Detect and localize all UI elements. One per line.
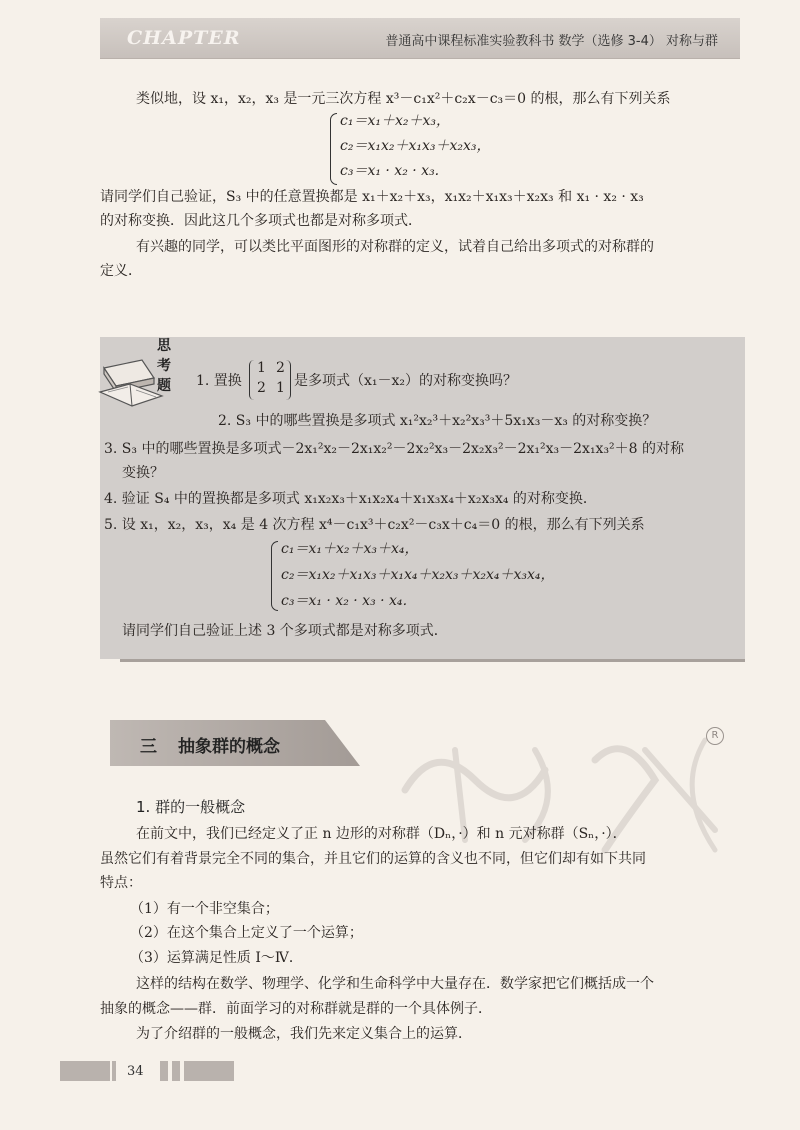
exercise-badge (148, 336, 180, 396)
equation-brace (330, 113, 337, 185)
list-item: （3）运算满足性质 Ⅰ～Ⅳ． (130, 950, 303, 966)
paragraph-line: 请同学们自己验证，S₃ 中的任意置换都是 x₁＋x₂＋x₃，x₁x₂＋x₁x₃＋x₂x₃ 和 x₁ · x₂ · x₃ (100, 189, 644, 205)
matrix-cell: 1 (257, 360, 266, 376)
page-number: 34 (127, 1064, 144, 1079)
paragraph-line: 抽象的概念——群．前面学习的对称群就是群的一个具体例子． (100, 1001, 492, 1017)
paragraph-line: 在前文中，我们已经定义了正 n 边形的对称群（Dₙ，·）和 n 元对称群（Sₙ，·）． (136, 826, 627, 842)
question-3: 3. S₃ 中的哪些置换是多项式－2x₁²x₂－2x₁x₂²－2x₂²x₃－2x₂x₃²－2x₁²x₃－2x₁x₃²＋8 的对称 (104, 441, 685, 457)
intro-line: 类似地，设 x₁，x₂，x₃ 是一元三次方程 x³－c₁x²＋c₂x－c₃＝0 的根，那么有下列关系 (136, 91, 671, 107)
question-3-cont: 变换？ (122, 465, 164, 481)
footer-decoration (112, 1061, 116, 1081)
equation-c3: c₃＝x₁ · x₂ · x₃ · x₄． (281, 593, 417, 609)
paragraph-line: 虽然它们有着背景完全不同的集合，并且它们的运算的含义也不同，但它们却有如下共同 (100, 851, 646, 867)
exercise-box-shadow (120, 659, 745, 662)
question-4: 4. 验证 S₄ 中的置换都是多项式 x₁x₂x₃＋x₁x₂x₄＋x₁x₃x₄＋x₂x₃x₄ 的对称变换． (104, 491, 597, 507)
footer-decoration (60, 1061, 110, 1081)
equation-c1: c₁＝x₁＋x₂＋x₃， (340, 113, 450, 129)
section-title: 抽象群的概念 (178, 737, 280, 757)
equation-c2: c₂＝x₁x₂＋x₁x₃＋x₂x₃， (340, 138, 491, 154)
paragraph-line: 定义． (100, 263, 142, 279)
matrix-cell: 2 (276, 360, 285, 376)
list-item: （2）在这个集合上定义了一个运算； (130, 925, 363, 941)
subsection-title: 1. 群的一般概念 (136, 798, 246, 816)
equation-c1: c₁＝x₁＋x₂＋x₃＋x₄， (281, 541, 419, 557)
list-item: （1）有一个非空集合； (130, 901, 279, 917)
section-number: 三 (140, 737, 157, 757)
question-5-end: 请同学们自己验证上述 3 个多项式都是对称多项式． (122, 623, 448, 639)
matrix-cell: 1 (276, 380, 285, 396)
badge-char: 考 (157, 358, 171, 374)
footer-decoration (184, 1061, 234, 1081)
paragraph-line: 特点： (100, 875, 142, 891)
badge-char: 题 (157, 378, 171, 394)
question-2: 2. S₃ 中的哪些置换是多项式 x₁²x₂³＋x₂²x₃³＋5x₁x₃－x₃ 的对称变换？ (218, 413, 657, 429)
equation-brace (271, 541, 278, 611)
chapter-label: CHAPTER (127, 27, 241, 49)
paragraph-line: 这样的结构在数学、物理学、化学和生命科学中大量存在．数学家把它们概括成一个 (136, 976, 654, 992)
paragraph-line: 为了介绍群的一般概念，我们先来定义集合上的运算． (136, 1026, 472, 1042)
question-1-prefix: 1. 置换 (196, 373, 242, 389)
matrix-cell: 2 (257, 380, 266, 396)
footer-decoration (160, 1061, 168, 1081)
equation-c3: c₃＝x₁ · x₂ · x₃. (340, 163, 440, 179)
question-5: 5. 设 x₁，x₂，x₃，x₄ 是 4 次方程 x⁴－c₁x³＋c₂x²－c₃x＋c₄＝0 的根，那么有下列关系 (104, 517, 645, 533)
registered-mark-icon: R (706, 727, 724, 745)
question-1: 是多项式（x₁－x₂）的对称变换吗？ (294, 373, 518, 389)
equation-c2: c₂＝x₁x₂＋x₁x₃＋x₁x₄＋x₂x₃＋x₂x₄＋x₃x₄， (281, 567, 555, 583)
permutation-matrix (249, 360, 291, 400)
book-title: 普通高中课程标准实验教科书 数学（选修 3-4） 对称与群 (385, 34, 718, 49)
paragraph-line: 的对称变换．因此这几个多项式也都是对称多项式． (100, 213, 422, 229)
paragraph-line: 有兴趣的同学，可以类比平面图形的对称群的定义，试着自己给出多项式的对称群的 (136, 239, 654, 255)
badge-char: 思 (157, 338, 171, 354)
footer-decoration (172, 1061, 180, 1081)
